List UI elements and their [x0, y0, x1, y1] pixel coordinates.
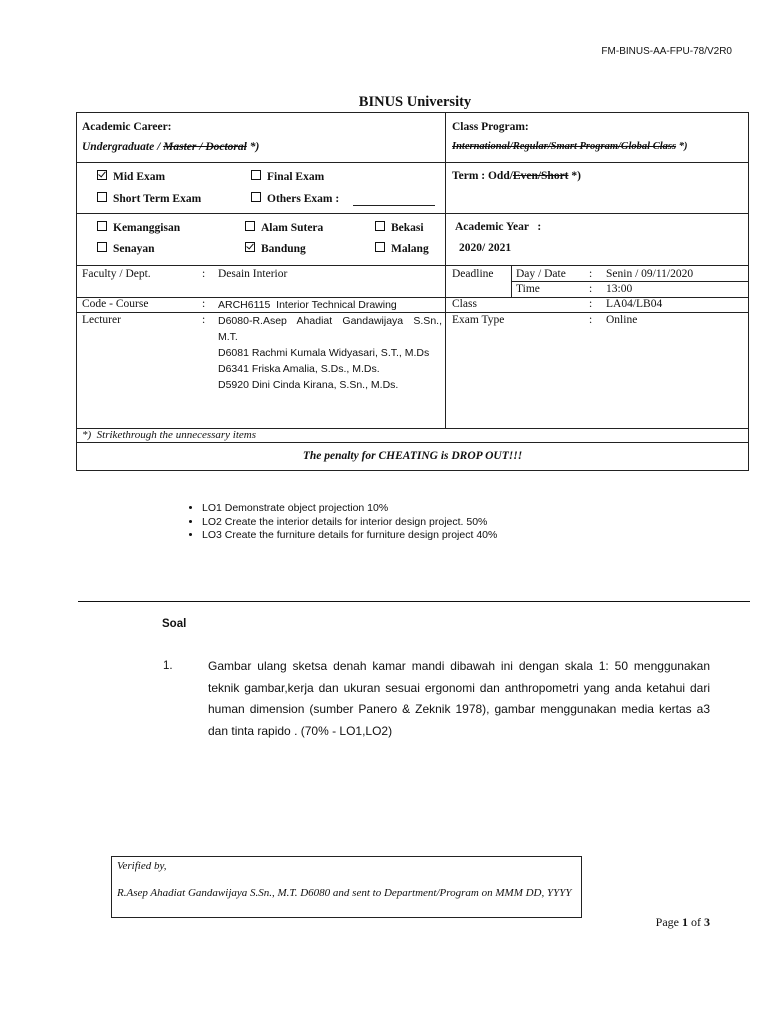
page-total: 3 — [704, 915, 710, 929]
checkbox-checked-icon[interactable] — [245, 242, 255, 252]
question-number: 1. — [163, 660, 173, 672]
exam-type-label: Exam Type — [452, 314, 505, 326]
learning-outcome-item: • LO2 Create the interior details for interior design project. 50% — [202, 516, 497, 530]
day-date-colon: : — [589, 268, 593, 280]
lecturer-label: Lecturer — [82, 314, 121, 326]
time-colon: : — [589, 283, 593, 295]
checkbox-icon[interactable] — [251, 192, 261, 202]
checkbox-icon[interactable] — [97, 192, 107, 202]
lecturer-item: D6080-R.Asep Ahadiat Gandawijaya S.Sn., M.T. — [218, 315, 442, 343]
learning-outcome-item: • LO1 Demonstrate object projection 10% — [202, 502, 497, 516]
page-of: of — [688, 915, 704, 929]
checkbox-checked-icon[interactable] — [97, 170, 107, 180]
exam-option-short-term[interactable]: Short Term Exam — [97, 192, 201, 205]
academic-career-options — [82, 141, 259, 153]
term-label: Term : Odd/ — [452, 170, 513, 182]
term-struck: Even/Short — [512, 170, 569, 182]
checkbox-icon[interactable] — [245, 221, 255, 231]
university-title: BINUS University — [358, 94, 472, 110]
class-label: Class — [452, 298, 477, 310]
exam-type-value: Online — [606, 314, 638, 326]
term-note: *) — [571, 170, 581, 182]
checkbox-icon[interactable] — [375, 242, 385, 252]
exam-option-mid[interactable]: Mid Exam — [97, 170, 165, 183]
verified-by-text: R.Asep Ahadiat Gandawijaya S.Sn., M.T. D6080 and sent to Department/Program on MMM DD, YYYY — [117, 887, 572, 899]
class-program-note: *) — [678, 141, 688, 152]
exam-option-final[interactable]: Final Exam — [251, 170, 324, 183]
campus-kemanggisan[interactable]: Kemanggisan — [97, 221, 180, 234]
campus-senayan[interactable]: Senayan — [97, 242, 155, 255]
faculty-label: Faculty / Dept. — [82, 268, 151, 280]
questions-heading: Soal — [162, 618, 187, 630]
lecturer-item: D6081 Rachmi Kumala Widyasari, S.T., M.Ds — [218, 347, 430, 359]
faculty-colon: : — [202, 268, 206, 280]
learning-outcomes-list — [186, 502, 497, 543]
code-course-label: Code - Course — [82, 298, 149, 310]
checkbox-icon[interactable] — [251, 170, 261, 180]
page-current: 1 — [682, 915, 688, 929]
career-master-doctoral: Master / Doctoral — [163, 141, 247, 153]
page-prefix: Page — [655, 915, 682, 929]
code-course-value: ARCH6115 Interior Technical Drawing — [218, 299, 397, 311]
section-divider — [78, 601, 750, 602]
class-program-label: Class Program: — [452, 121, 529, 133]
class-colon: : — [589, 298, 593, 310]
class-value: LA04/LB04 — [606, 298, 663, 310]
verified-by-label: Verified by, — [117, 860, 167, 872]
class-program-options — [452, 141, 687, 152]
campus-malang[interactable]: Malang — [375, 242, 429, 255]
exam-option-others[interactable]: Others Exam : — [251, 192, 339, 205]
campus-bandung[interactable]: Bandung — [245, 242, 306, 255]
form-code: FM-BINUS-AA-FPU-78/V2R0 — [601, 46, 732, 57]
deadline-label: Deadline — [452, 268, 494, 280]
checkbox-icon[interactable] — [97, 242, 107, 252]
day-date-value: Senin / 09/11/2020 — [606, 268, 694, 280]
learning-outcome-item: • LO3 Create the furniture details for furniture design project 40% — [202, 529, 497, 543]
time-label: Time — [516, 283, 540, 295]
verification-box — [111, 856, 582, 918]
day-date-label: Day / Date — [516, 268, 566, 280]
checkbox-icon[interactable] — [375, 221, 385, 231]
faculty-value: Desain Interior — [218, 268, 288, 280]
academic-year-value: 2020/ 2021 — [459, 242, 512, 254]
lecturer-item: D5920 Dini Cinda Kirana, S.Sn., M.Ds. — [218, 379, 399, 391]
campus-bekasi[interactable]: Bekasi — [375, 221, 424, 234]
class-program-struck: International/Regular/Smart Program/Global Class — [452, 141, 677, 152]
lecturer-item: D6341 Friska Amalia, S.Ds., M.Ds. — [218, 363, 380, 375]
career-note: *) — [249, 141, 260, 153]
lecturer-list — [218, 313, 442, 393]
academic-year-label: Academic Year : — [455, 221, 542, 233]
checkbox-icon[interactable] — [97, 221, 107, 231]
code-course-colon: : — [202, 298, 206, 310]
career-undergraduate: Undergraduate / — [82, 141, 161, 153]
others-exam-blank-line — [353, 205, 435, 206]
lecturer-colon: : — [202, 314, 206, 326]
exam-type-colon: : — [589, 314, 593, 326]
page-number — [656, 915, 710, 930]
term-field — [452, 170, 581, 182]
time-value: 13:00 — [606, 283, 633, 295]
campus-alam-sutera[interactable]: Alam Sutera — [245, 221, 323, 234]
cheating-penalty: The penalty for CHEATING is DROP OUT!!! — [302, 450, 523, 462]
academic-career-label: Academic Career: — [82, 121, 172, 133]
strikethrough-note: *) Strikethrough the unnecessary items — [82, 429, 257, 441]
question-text: Gambar ulang sketsa denah kamar mandi dibawah ini dengan skala 1: 50 menggunakan teknik gambar,kerja dan ukuran sesuai ergonomi dan anthropometri yang anda ketahui dari human dimension (sumber Panero & Zeknik 1978), gambar menggunakan media kertas a3 dan tinta rapido . (70% - LO1,LO2) — [208, 659, 710, 738]
